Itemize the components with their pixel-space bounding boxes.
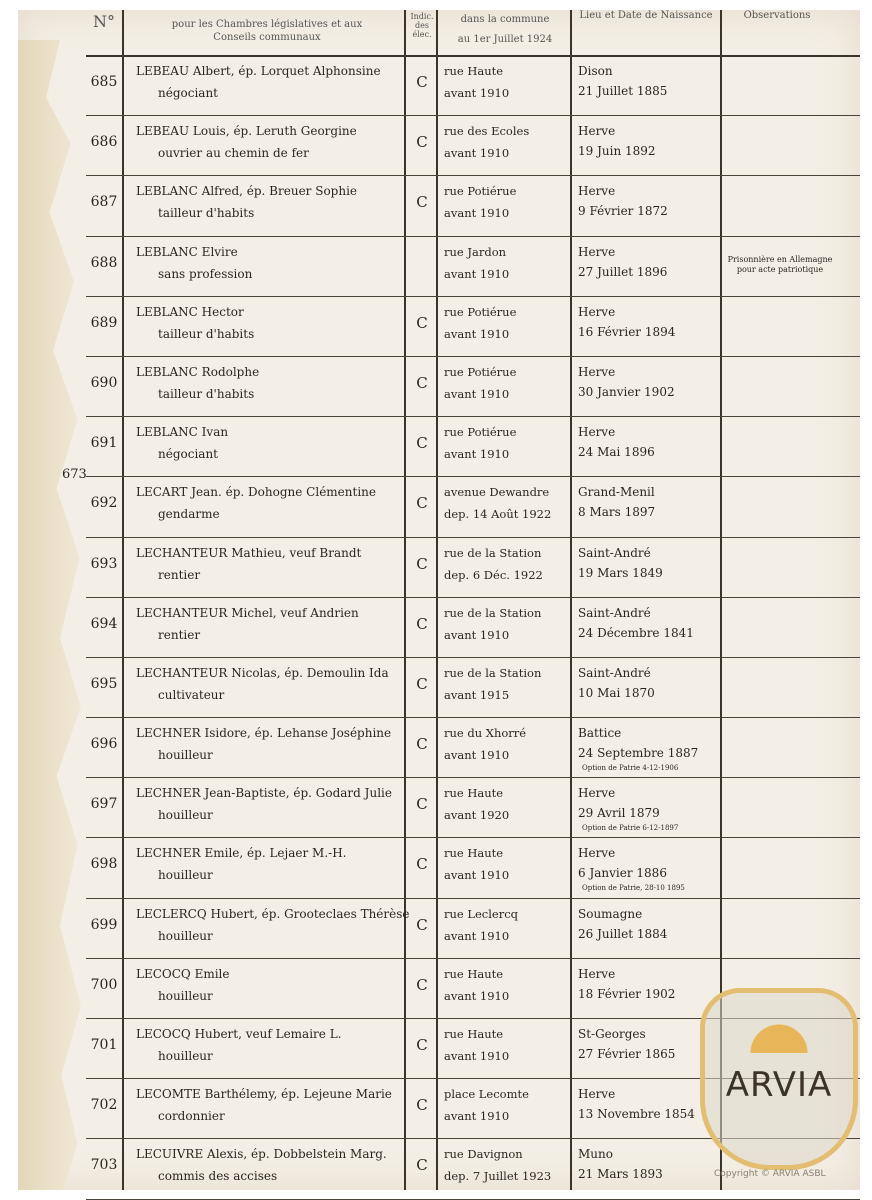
entry-birthplace: Soumagne (578, 906, 643, 921)
entry-birthdate: 13 Novembre 1854 (578, 1107, 695, 1122)
entry-name: LEBLANC Alfred, ép. Breuer Sophie (136, 184, 358, 199)
entry-indicator: C (416, 193, 428, 212)
entry-birth-note: Option de Patrie, 28-10 1895 (582, 884, 685, 893)
entry-indicator: C (416, 133, 428, 152)
header-name-line2: Conseils communaux (213, 32, 321, 43)
header-name-line1: pour les Chambres législatives et aux (171, 19, 363, 30)
entry-number: 702 (90, 1097, 118, 1114)
table-row (86, 838, 860, 898)
entry-address: rue Potiérue (444, 364, 517, 379)
entry-occupation: négociant (158, 86, 218, 100)
entry-birthplace: St-Georges (578, 1027, 646, 1041)
entry-name: LECOCQ Hubert, veuf Lemaire L. (136, 1027, 342, 1041)
entry-birthdate: 21 Mars 1893 (578, 1167, 663, 1182)
entry-residence-date: avant 1910 (444, 386, 510, 401)
entry-name: LEBEAU Albert, ép. Lorquet Alphonsine (136, 64, 381, 78)
entry-name: LECHNER Jean-Baptiste, ép. Godard Julie (136, 786, 392, 801)
entry-birthplace: Dison (578, 64, 613, 78)
entry-occupation: rentier (158, 627, 201, 642)
entry-number: 687 (90, 194, 118, 211)
entry-number: 693 (90, 555, 118, 572)
entry-birthdate: 24 Septembre 1887 (578, 746, 699, 761)
entry-indicator: C (416, 494, 428, 513)
entry-birthdate: 27 Juillet 1896 (578, 264, 668, 279)
entry-occupation: cultivateur (158, 687, 225, 702)
table-row (86, 357, 860, 417)
sun-book-icon (749, 1017, 809, 1053)
entry-occupation: commis des accises (158, 1169, 278, 1184)
entry-number: 690 (90, 374, 118, 391)
entry-address: place Lecomte (444, 1087, 529, 1102)
entry-birthdate: 27 Février 1865 (578, 1047, 676, 1061)
entry-birthdate: 30 Janvier 1902 (578, 384, 675, 399)
entry-name: LEBLANC Ivan (136, 425, 229, 440)
entry-number: 695 (90, 675, 118, 692)
entry-indicator: C (416, 434, 428, 453)
entry-occupation: sans profession (158, 266, 253, 281)
entry-indicator: C (416, 1096, 428, 1115)
entry-birthdate: 29 Avril 1879 (578, 806, 660, 821)
entry-residence-date: avant 1910 (444, 1049, 510, 1063)
entry-address: avenue Dewandre (444, 485, 550, 500)
entry-birthplace: Herve (578, 124, 616, 139)
entry-address: rue Potiérue (444, 184, 517, 199)
entry-occupation: tailleur d'habits (158, 386, 255, 401)
entry-indicator: C (416, 795, 428, 814)
entry-birthplace: Grand-Menil (578, 485, 655, 500)
entry-occupation: houilleur (158, 868, 213, 883)
entry-indicator: C (416, 855, 428, 874)
table-row (86, 538, 860, 598)
entry-number: 692 (90, 495, 118, 512)
entry-name: LECHANTEUR Nicolas, ép. Demoulin Ida (136, 665, 389, 680)
entry-occupation: négociant (158, 447, 218, 462)
entry-name: LEBEAU Louis, ép. Leruth Georgine (136, 124, 357, 139)
entry-birth-note: Option de Patrie 4-12-1906 (582, 764, 679, 773)
entry-indicator: C (416, 614, 428, 633)
entry-address: rue Davignon (444, 1147, 523, 1162)
header-indicator: Indic. des élec. (410, 12, 434, 39)
entry-occupation: houilleur (158, 1049, 213, 1063)
entry-number: 700 (90, 976, 118, 993)
entry-indicator: C (416, 1036, 428, 1054)
entry-number: 703 (90, 1157, 118, 1174)
entry-address: rue Potiérue (444, 304, 517, 319)
entry-occupation: ouvrier au chemin de fer (158, 146, 309, 161)
table-row (86, 297, 860, 357)
entry-residence-date: avant 1910 (444, 206, 510, 221)
entry-number: 701 (90, 1037, 118, 1053)
entry-occupation: houilleur (158, 808, 213, 823)
entry-birthplace: Herve (578, 966, 616, 981)
entry-residence-date: avant 1910 (444, 868, 510, 883)
entry-name: LECOCQ Emile (136, 966, 230, 981)
entry-name: LEBLANC Elvire (136, 244, 238, 259)
entry-indicator: C (416, 975, 428, 994)
entry-birthplace: Saint-André (578, 665, 651, 680)
entry-birthplace: Herve (578, 364, 616, 379)
entry-birthplace: Herve (578, 184, 616, 199)
entry-birthplace: Herve (578, 244, 616, 259)
entry-residence-date: avant 1910 (444, 146, 510, 161)
entry-residence-date: avant 1910 (444, 266, 510, 281)
entry-birthdate: 9 Février 1872 (578, 204, 668, 219)
watermark-text: ARVIA (725, 1065, 833, 1105)
entry-birthdate: 24 Décembre 1841 (578, 625, 694, 640)
table-row (86, 778, 860, 838)
entry-birthplace: Battice (578, 726, 622, 741)
entry-birthplace: Herve (578, 425, 616, 440)
entry-birthdate: 24 Mai 1896 (578, 445, 655, 460)
entry-birthdate: 6 Janvier 1886 (578, 866, 667, 881)
entry-number: 698 (90, 856, 118, 873)
entry-address: rue Haute (444, 1027, 504, 1041)
entry-address: rue Haute (444, 966, 504, 981)
entry-residence-date: avant 1910 (444, 748, 510, 763)
entry-birthdate: 8 Mars 1897 (578, 505, 656, 520)
entry-indicator: C (416, 373, 428, 392)
entry-birthdate: 21 Juillet 1885 (578, 84, 668, 98)
entry-address: rue Haute (444, 64, 504, 78)
entry-name: LEBLANC Rodolphe (136, 364, 260, 379)
entry-name: LECHNER Isidore, ép. Lehanse Joséphine (136, 726, 392, 741)
header-number: N° (93, 12, 115, 31)
entry-occupation: cordonnier (158, 1109, 225, 1124)
entry-birthplace: Herve (578, 1087, 616, 1102)
table-row (86, 116, 860, 176)
entry-birthdate: 10 Mai 1870 (578, 685, 655, 700)
entry-number: 697 (90, 796, 118, 813)
entry-number: 685 (90, 74, 118, 90)
entry-birthplace: Saint-André (578, 605, 651, 620)
entry-birthdate: 26 Juillet 1884 (578, 926, 668, 941)
entry-birthplace: Herve (578, 786, 616, 801)
entry-number: 691 (90, 435, 118, 452)
entry-name: LECUIVRE Alexis, ép. Dobbelstein Marg. (136, 1147, 387, 1162)
entry-occupation: houilleur (158, 928, 213, 943)
entry-birthdate: 19 Juin 1892 (578, 144, 656, 159)
entry-occupation: tailleur d'habits (158, 206, 255, 221)
entry-address: rue Haute (444, 786, 504, 801)
entry-address: rue des Ecoles (444, 124, 530, 139)
entry-residence-date: dep. 14 Août 1922 (444, 507, 552, 522)
table-row (86, 658, 860, 718)
entry-residence-date: avant 1910 (444, 1109, 510, 1124)
entry-residence-date: avant 1915 (444, 687, 510, 702)
entry-birthplace: Herve (578, 304, 616, 319)
copyright-text: Copyright © ARVIA ASBL (714, 1169, 826, 1179)
entry-occupation: houilleur (158, 988, 213, 1003)
entry-occupation: gendarme (158, 507, 220, 522)
table-row (86, 417, 860, 477)
entry-occupation: tailleur d'habits (158, 326, 255, 341)
entry-address: rue Jardon (444, 244, 507, 259)
header-domicile (440, 10, 570, 50)
entry-indicator: C (416, 554, 428, 573)
entry-name: LEBLANC Hector (136, 304, 244, 319)
header-name (131, 18, 403, 44)
entry-indicator: C (416, 674, 428, 693)
arvia-watermark (700, 988, 858, 1170)
entry-residence-date: avant 1910 (444, 988, 510, 1003)
entry-residence-date: avant 1910 (444, 928, 510, 943)
entry-address: rue Haute (444, 846, 504, 861)
table-row (86, 598, 860, 658)
table-row (86, 56, 860, 116)
entry-address: rue Potiérue (444, 425, 517, 440)
entry-indicator: C (416, 1156, 428, 1175)
entry-occupation: houilleur (158, 748, 213, 763)
header-domicile-line2: au 1er Juillet 1924 (457, 34, 553, 45)
table-row (86, 718, 860, 778)
entry-observation: Prisonnière en Allemagne pour acte patriotique (727, 254, 833, 274)
entry-occupation: rentier (158, 567, 201, 582)
header-domicile-line1: dans la commune (460, 14, 550, 25)
table-row (86, 176, 860, 236)
entry-residence-date: dep. 7 Juillet 1923 (444, 1169, 552, 1184)
margin-number: 673 (62, 467, 87, 482)
entry-name: LECHANTEUR Mathieu, veuf Brandt (136, 545, 362, 560)
header-observations: Observations (743, 10, 811, 21)
entry-number: 689 (90, 314, 118, 331)
entry-address: rue de la Station (444, 605, 542, 620)
header-birth: Lieu et Date de Naissance (579, 10, 713, 21)
entry-number: 699 (90, 916, 118, 933)
entry-number: 694 (90, 615, 118, 632)
entry-number: 686 (90, 134, 118, 151)
entry-residence-date: avant 1910 (444, 627, 510, 642)
entry-address: rue du Xhorré (444, 726, 527, 741)
entry-name: LECHNER Emile, ép. Lejaer M.-H. (136, 846, 347, 861)
entry-indicator: C (416, 73, 428, 91)
table-row (86, 477, 860, 537)
entry-birth-note: Option de Patrie 6-12-1897 (582, 824, 679, 833)
entry-residence-date: avant 1910 (444, 447, 510, 462)
entry-birthdate: 16 Février 1894 (578, 324, 676, 339)
entry-name: LECOMTE Barthélemy, ép. Lejeune Marie (136, 1087, 392, 1102)
entry-address: rue de la Station (444, 545, 542, 560)
entry-birthplace: Muno (578, 1147, 613, 1162)
entry-name: LECLERCQ Hubert, ép. Grooteclaes Thérèse (136, 906, 410, 921)
entry-residence-date: avant 1920 (444, 808, 510, 823)
entry-birthplace: Herve (578, 846, 616, 861)
entry-birthdate: 18 Février 1902 (578, 986, 676, 1001)
table-row (86, 237, 860, 297)
entry-number: 688 (90, 254, 118, 271)
entry-residence-date: avant 1910 (444, 326, 510, 341)
table-header (86, 10, 860, 52)
table-row (86, 899, 860, 959)
entry-indicator: C (416, 735, 428, 754)
entry-birthdate: 19 Mars 1849 (578, 565, 663, 580)
entry-birthplace: Saint-André (578, 545, 651, 560)
entry-residence-date: avant 1910 (444, 86, 510, 100)
entry-residence-date: dep. 6 Déc. 1922 (444, 567, 543, 582)
entry-indicator: C (416, 313, 428, 332)
entry-name: LECART Jean. ép. Dohogne Clémentine (136, 485, 376, 500)
entry-address: rue Leclercq (444, 906, 519, 921)
entry-name: LECHANTEUR Michel, veuf Andrien (136, 605, 359, 620)
entry-number: 696 (90, 736, 118, 753)
entry-indicator: C (416, 915, 428, 934)
entry-address: rue de la Station (444, 665, 542, 680)
